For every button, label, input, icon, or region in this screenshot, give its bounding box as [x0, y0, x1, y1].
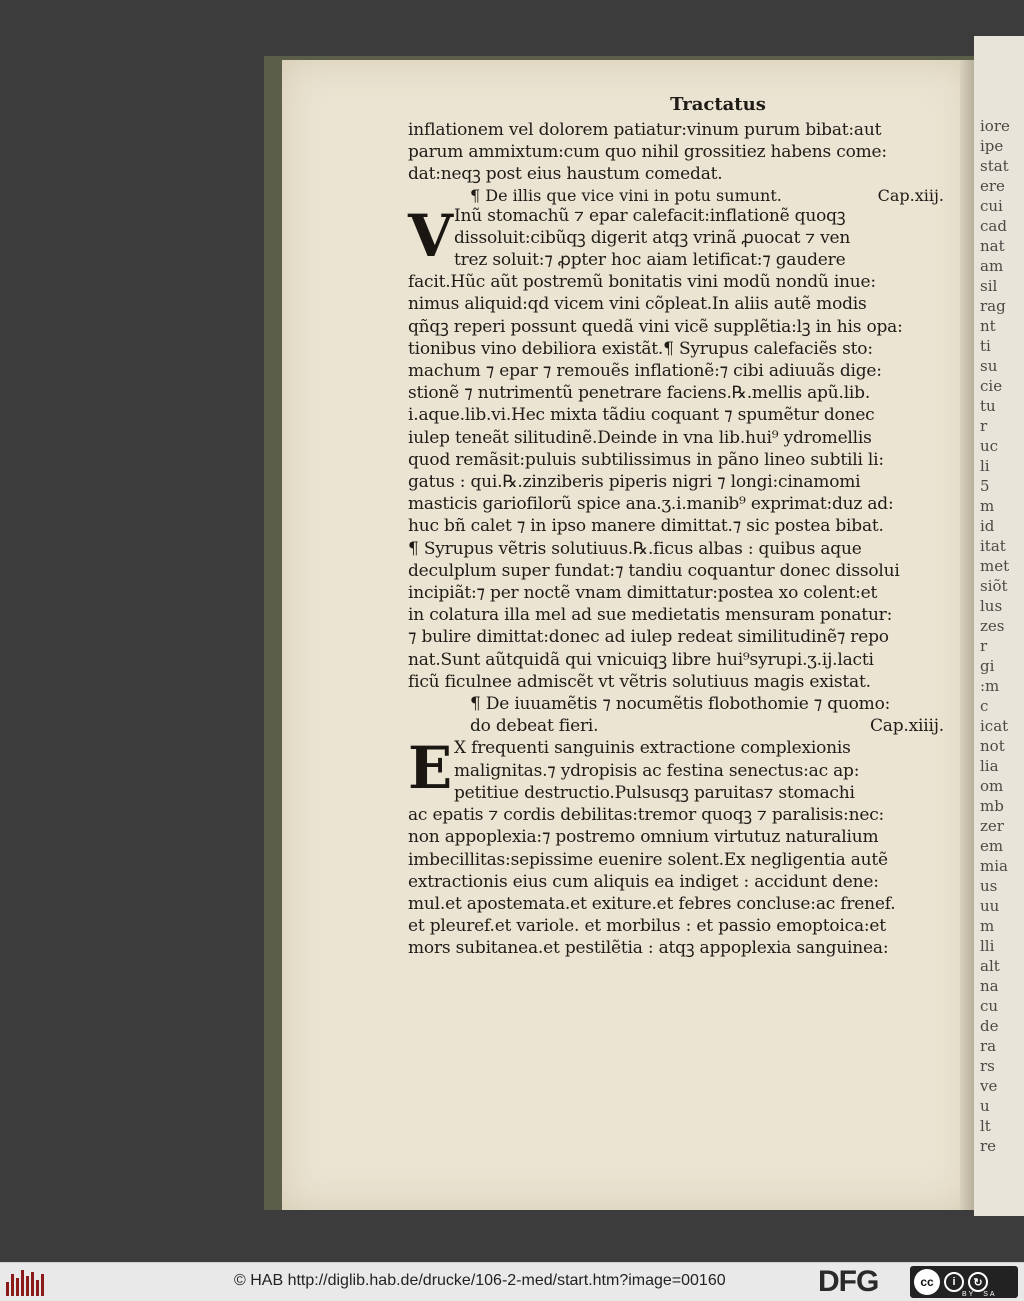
page-gutter [960, 60, 974, 1210]
text-lines-top [408, 119, 948, 186]
text-line: mul.et apostemata.et exiture.et febres concluse:ac frenef. [408, 893, 896, 914]
copyright-prefix: © HAB [234, 1272, 288, 1289]
text-lines-beside-initial [408, 734, 948, 804]
text-line: quod remãsit:puluis subtilissimus in pãno lineo subtili li: [408, 449, 884, 470]
chapter-number: Cap.xiiij. [869, 716, 944, 737]
chapter-title: ¶ De illis que vice vini in potu sumunt. [470, 185, 782, 205]
facing-page [974, 36, 1024, 1216]
chapter-title-line1: ¶ De iuuamẽtis ⁊ nocumẽtis flobothomie ⁊ quomo: [470, 694, 891, 715]
text-line: inflationem vel dolorem patiatur:vinum purum bibat:aut [408, 120, 882, 140]
by-attribution-icon: i [944, 1272, 964, 1292]
footer-bar [0, 1262, 1024, 1301]
text-line: i.aque.lib.vi.Hec mixta tãdiu coquant ⁊ spumẽtur donec [408, 405, 875, 426]
copyright-notice [234, 1272, 726, 1290]
facing-page-text: iore ipe stat ere cui cad nat am sil rag nt ti su cie tu r uc li 5 m id itat met siõt lus zes r gi :m c icat not lia om mb zer em mia us uu m lli alt na cu de ra rs ve u lt re [980, 117, 1010, 1155]
running-head: Tractatus [670, 94, 766, 115]
hab-logo-icon[interactable] [6, 1268, 46, 1296]
initial-block-1 [408, 201, 948, 272]
cc-license-labels [962, 1291, 997, 1298]
text-line: ¶ Syrupus vẽtris solutiuus.℞.ficus albas : quibus aque [408, 538, 862, 559]
text-line: et pleuref.et variole. et morbilus : et passio emoptoica:et [408, 916, 886, 937]
text-line: trez soluit:⁊ ꝓpter hoc aiam letificat:⁊ gaudere [454, 250, 846, 271]
decorated-initial: V [408, 201, 454, 270]
text-line: masticis gariofilorũ spice ana.ʒ.i.manib⁹ exprimat:duz ad: [408, 494, 894, 515]
text-line: Inũ stomachũ ⁊ epar calefacit:inflationẽ quoqꝫ [454, 205, 846, 226]
text-line: nimus aliquid:qd vicem vini cõpleat.In aliis autẽ modis [408, 294, 867, 315]
text-line: extractionis eius cum aliquis ea indiget : accidunt dene: [408, 871, 879, 892]
source-url-link[interactable]: http://diglib.hab.de/drucke/106-2-med/start.htm?image=00160 [287, 1272, 726, 1289]
text-line: facit.Hũc aũt postremũ bonitatis vini modũ nondũ inue: [408, 272, 876, 293]
text-line: X frequenti sanguinis extractione complexionis [454, 738, 851, 759]
text-line: gatus : qui.℞.zinziberis piperis nigri ⁊ longi:cinamomi [408, 472, 861, 493]
text-line: petitiue destructio.Pulsusqꝫ paruitas⁊ stomachi [454, 782, 855, 803]
text-line: mors subitanea.et pestilẽtia : atqꝫ appoplexia sanguinea: [408, 938, 889, 959]
text-line: dat:neqꝫ post eius haustum comedat. [408, 164, 723, 185]
text-line: iulep teneãt silitudinẽ.Deinde in vna lib.hui⁹ ydromellis [408, 427, 872, 448]
text-line: imbecillitas:sepissime euenire solent.Ex negligentia autẽ [408, 849, 888, 870]
text-line: in colatura illa mel ad sue medietatis mensuram ponatur: [408, 605, 893, 626]
chapter-title-row2 [470, 715, 948, 737]
text-line: tionibus vino debiliora existãt.¶ Syrupus calefaciẽs sto: [408, 338, 873, 359]
text-lines-chapter-14 [408, 804, 948, 959]
text-lines-beside-initial [408, 201, 948, 272]
text-line: ficũ ficulnee admiscẽt vt vẽtris solutiuus magis existat. [408, 671, 871, 692]
chapter-number: Cap.xiij. [877, 185, 944, 205]
text-line: parum ammixtum:cum quo nihil grossitiez habens come: [408, 142, 887, 163]
text-line: huc bñ calet ⁊ in ipso manere dimittat.⁊ sic postea bibat. [408, 516, 884, 537]
initial-block-2 [408, 734, 948, 804]
share-alike-icon: ↻ [968, 1272, 988, 1292]
text-line: incipiãt:⁊ per noctẽ vnam dimittatur:postea xo colent:et [408, 583, 878, 604]
text-line: non appoplexia:⁊ postremo omnium virtutuz naturalium [408, 827, 879, 848]
cc-icon: cc [914, 1269, 940, 1295]
decorated-initial: E [408, 734, 453, 803]
text-line: machum ⁊ epar ⁊ remouẽs inflationẽ:⁊ cibi adiuuãs dige: [408, 361, 882, 382]
text-line: qñqꝫ reperi possunt quedã vini vicẽ supplẽtia:lꝫ in his opa: [408, 316, 903, 337]
text-line: ac epatis ⁊ cordis debilitas:tremor quoqꝫ ⁊ paralisis:nec: [408, 805, 885, 826]
chapter-heading-13 [408, 186, 948, 205]
chapter-heading-14 [408, 693, 948, 737]
text-line: ⁊ bulire dimittat:donec ad iulep redeat similitudinẽ⁊ repo [408, 627, 889, 648]
text-line: deculplum super fundat:⁊ tandiu coquantur donec dissolui [408, 560, 900, 581]
text-line: malignitas.⁊ ydropisis ac festina senectus:ac ap: [454, 760, 860, 781]
page-text-block [408, 94, 948, 960]
sa-label: SA [983, 1291, 997, 1298]
text-line: nat.Sunt aũtquidã qui vnicuiqꝫ libre hui⁹syrupi.ʒ.ij.lacti [408, 649, 874, 670]
dfg-logo[interactable]: DFG [818, 1265, 879, 1298]
text-lines-chapter-13 [408, 271, 948, 693]
by-label: BY [962, 1291, 976, 1298]
text-line: dissoluit:cibũqꝫ digerit atqꝫ vrinã ꝓuocat ⁊ ven [454, 227, 851, 248]
chapter-title-line2: do debeat fieri. [470, 716, 599, 737]
text-line: stionẽ ⁊ nutrimentũ penetrare faciens.℞.mellis apũ.lib. [408, 383, 871, 404]
